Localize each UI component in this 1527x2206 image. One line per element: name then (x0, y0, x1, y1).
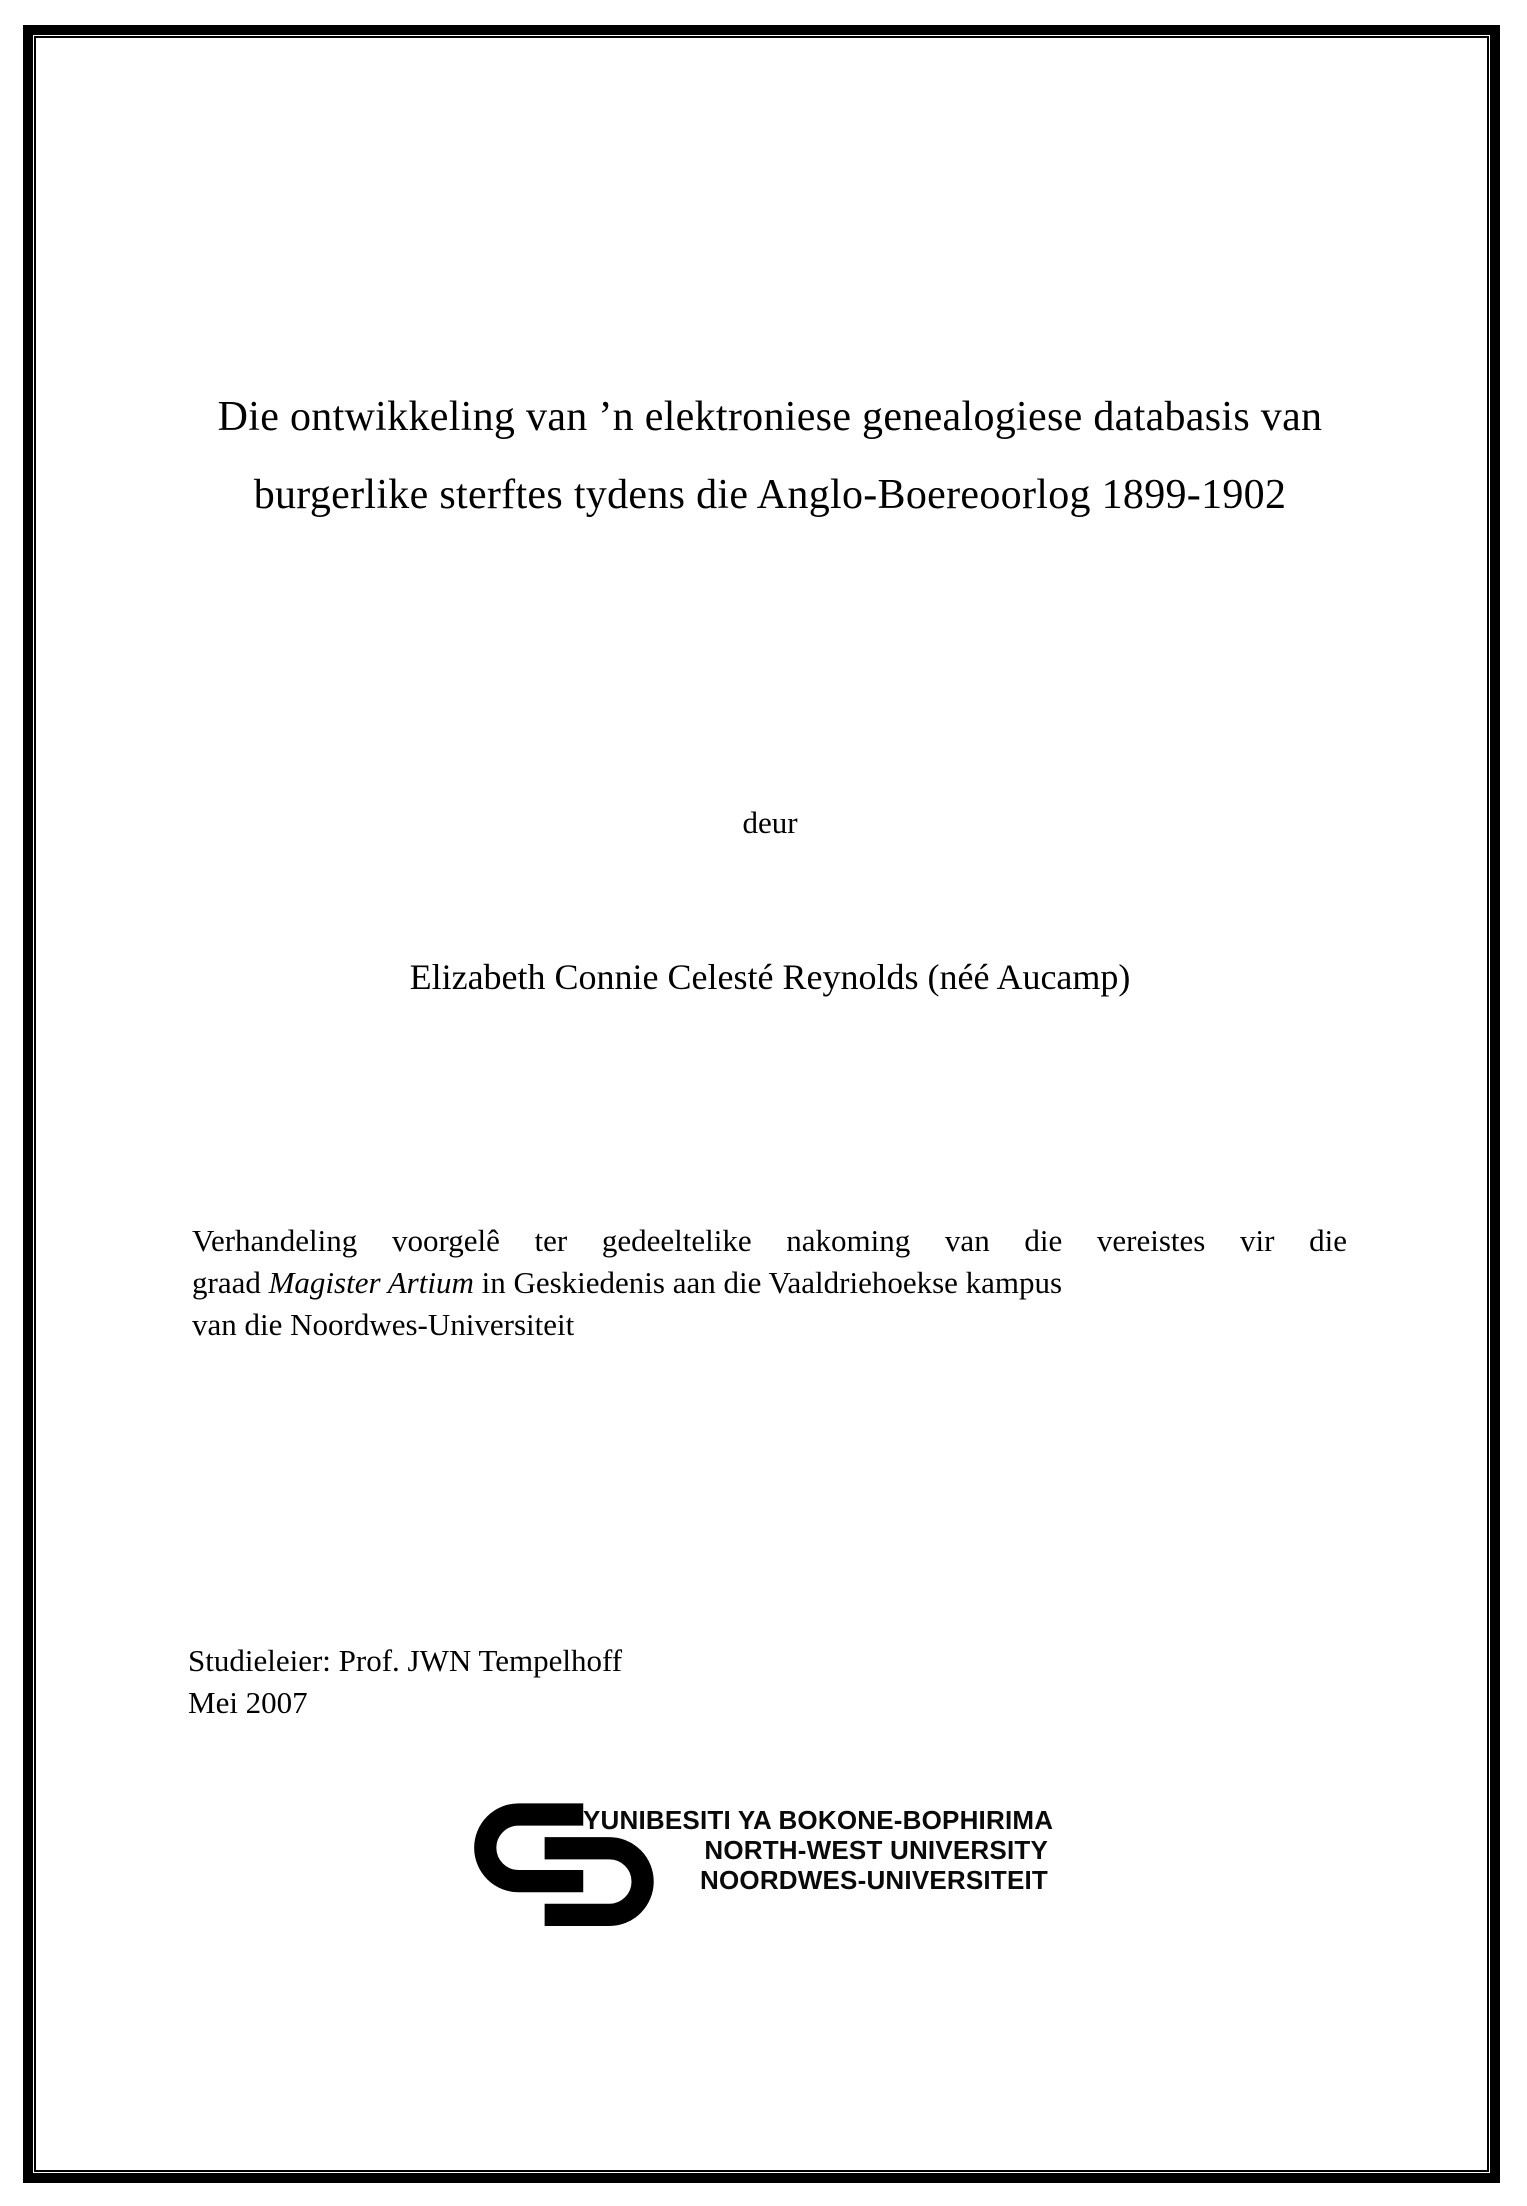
logo-text-afrikaans: NOORDWES-UNIVERSITEIT (700, 1865, 1048, 1895)
thesis-title (160, 378, 1380, 534)
degree-statement-line-1: Verhandeling voorgelê ter gedeeltelike nakoming van die vereistes vir die (192, 1223, 1347, 1258)
logo-text-setswana: YUNIBESITI YA BOKONE-BOPHIRIMA (583, 1805, 1054, 1835)
logo-text-english: NORTH-WEST UNIVERSITY (704, 1835, 1048, 1865)
thesis-title-line-2: burgerlike sterftes tydens die Anglo-Boereoorlog 1899-1902 (253, 472, 1287, 518)
byline-label: deur (742, 805, 798, 840)
degree-statement-line-2 (192, 1262, 1347, 1304)
degree-statement-line-2-suffix: in Geskiedenis aan die Vaaldriehoekse kampus (473, 1265, 1063, 1300)
author-name: Elizabeth Connie Celesté Reynolds (néé Aucamp) (409, 957, 1131, 997)
supervisor-line: Studieleier: Prof. JWN Tempelhoff (188, 1643, 623, 1678)
degree-statement (192, 1220, 1347, 1346)
university-logo (462, 1796, 1062, 1946)
degree-statement-line-2-prefix: graad (192, 1265, 269, 1300)
supervisor-block (188, 1640, 1088, 1724)
degree-name-italic: Magister Artium (268, 1265, 474, 1300)
date-line: Mei 2007 (188, 1685, 308, 1720)
university-logo-text (583, 1805, 1054, 1895)
degree-statement-line-3: van die Noordwes-Universiteit (192, 1307, 575, 1342)
thesis-title-line-1: Die ontwikkeling van ’n elektroniese genealogiese databasis van (217, 394, 1323, 440)
